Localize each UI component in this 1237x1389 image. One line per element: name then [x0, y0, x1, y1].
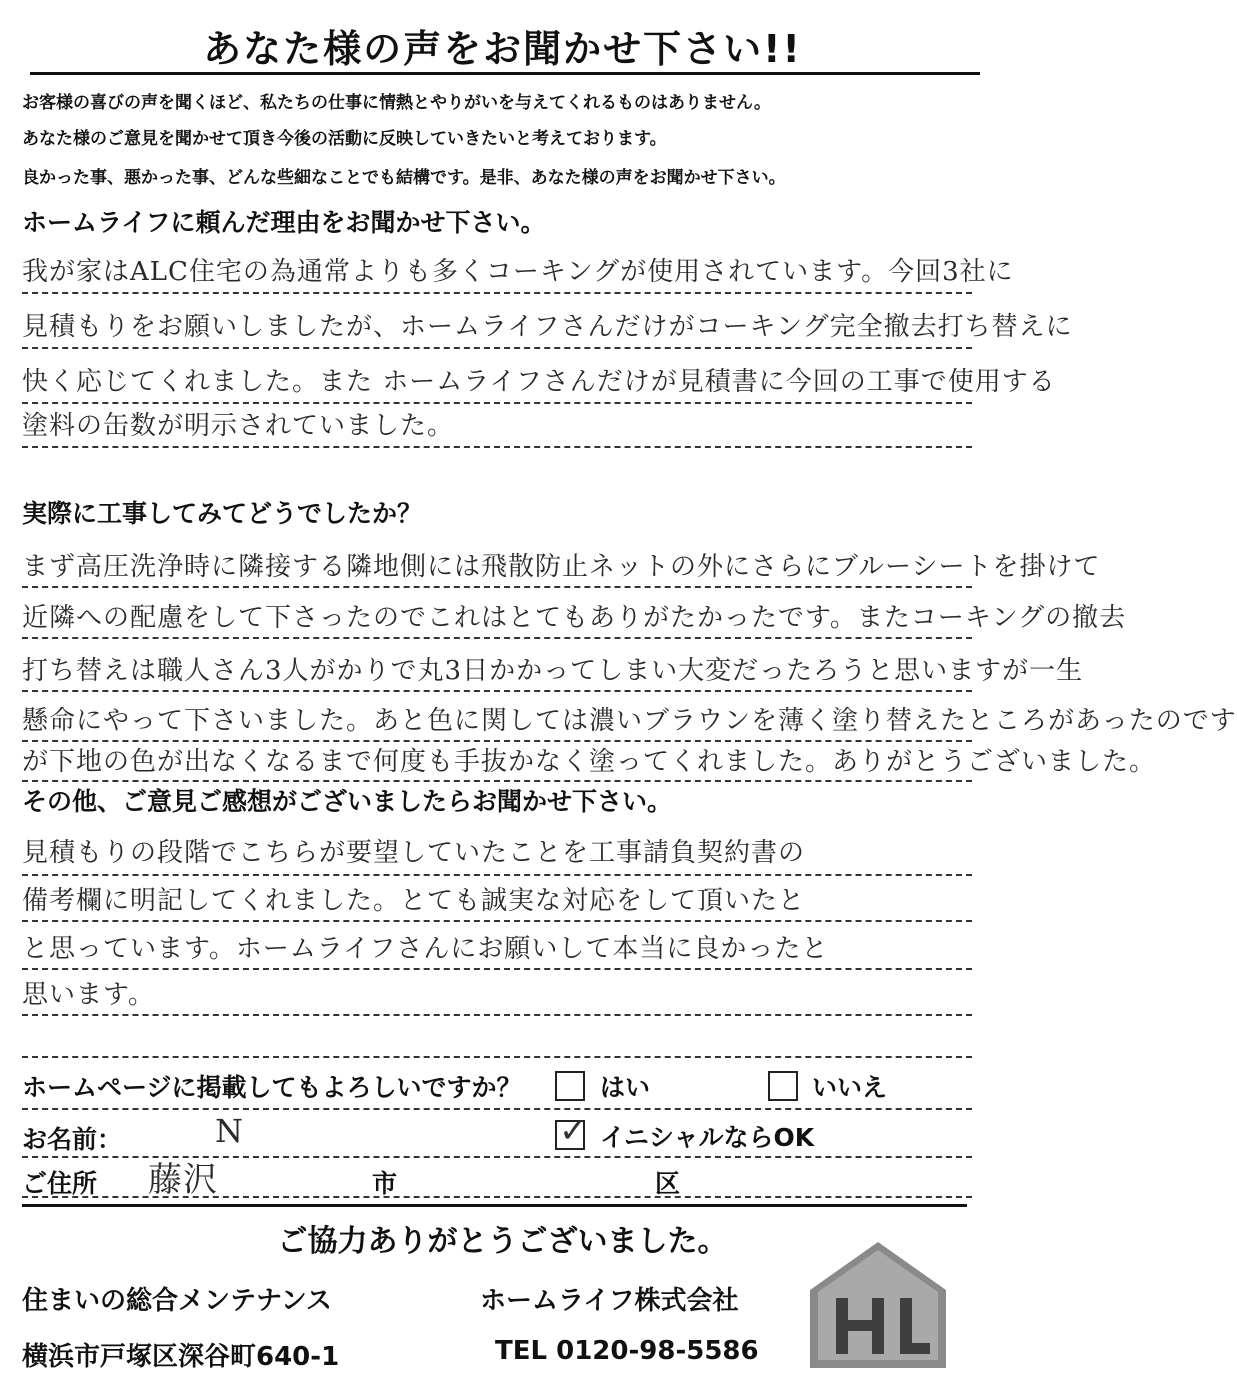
- publish-yes-checkbox[interactable]: [555, 1071, 585, 1101]
- dotted-rule: [22, 690, 972, 692]
- publish-no-label: いいえ: [812, 1073, 888, 1102]
- dotted-rule: [22, 347, 972, 349]
- company-tel: TEL 0120-98-5586: [495, 1336, 759, 1366]
- name-label: お名前：: [22, 1125, 123, 1154]
- company-address: 横浜市戸塚区深谷町640-1: [22, 1342, 340, 1372]
- dotted-rule: [22, 874, 972, 876]
- publish-no-checkbox[interactable]: [768, 1071, 798, 1101]
- dotted-rule: [22, 920, 972, 922]
- thanks-message: ご協力ありがとうございました。: [277, 1224, 728, 1259]
- answer-line: まず高圧洗浄時に隣接する隣地側には飛散防止ネットの外にさらにブルーシートを掛けて: [22, 552, 1101, 582]
- dotted-rule: [22, 1108, 972, 1110]
- name-value[interactable]: N: [215, 1112, 244, 1150]
- answer-line: 打ち替えは職人さん3人がかりで丸3日かかってしまい大変だったろうと思いますが一生: [22, 656, 1084, 686]
- intro-line: 良かった事、悪かった事、どんな些細なことでも結構です。是非、あなた様の声をお聞かせ下さい。: [22, 168, 786, 188]
- dotted-rule: [22, 402, 972, 404]
- section-heading-experience: 実際に工事してみてどうでしたか？: [22, 499, 423, 528]
- answer-line: 我が家はALC住宅の為通常よりも多くコーキングが使用されています。今回3社に: [22, 257, 1014, 287]
- answer-line: と思っています。ホームライフさんにお願いして本当に良かったと: [22, 934, 829, 964]
- address-value[interactable]: 藤沢: [148, 1160, 218, 1200]
- answer-line: 見積もりの段階でこちらが要望していたことを工事請負契約書の: [22, 838, 806, 868]
- company-tagline: 住まいの総合メンテナンス: [22, 1286, 332, 1316]
- company-name: ホームライフ株式会社: [480, 1286, 739, 1316]
- section-heading-comments: その他、ご意見ご感想がございましたらお聞かせ下さい。: [22, 787, 673, 816]
- publish-question: ホームページに掲載してもよろしいですか？: [22, 1073, 522, 1102]
- answer-line: 塗料の缶数が明示されていました。: [22, 411, 455, 441]
- page-title: あなた様の声をお聞かせ下さい!!: [203, 27, 802, 71]
- check-mark-icon: ✓: [559, 1111, 588, 1151]
- intro-line: お客様の喜びの声を聞くほど、私たちの仕事に情熱とやりがいを与えてくれるものはありません。: [22, 93, 772, 113]
- intro-line: あなた様のご意見を聞かせて頂き今後の活動に反映していきたいと考えております。: [22, 129, 667, 149]
- footer-divider: [22, 1204, 967, 1207]
- answer-line: 懸命にやって下さいました。あと色に関しては濃いブラウンを薄く塗り替えたところがあったのです: [22, 706, 1237, 736]
- answer-line: 見積もりをお願いしましたが、ホームライフさんだけがコーキング完全撤去打ち替えに: [22, 312, 1073, 342]
- answer-line: 備考欄に明記してくれました。とても誠実な対応をして頂いたと: [22, 886, 806, 916]
- publish-yes-label: はい: [600, 1073, 651, 1102]
- dotted-rule: [22, 1056, 972, 1058]
- dotted-rule: [22, 968, 972, 970]
- dotted-rule: [22, 446, 972, 448]
- section-heading-reason: ホームライフに頼んだ理由をお聞かせ下さい。: [22, 208, 546, 237]
- answer-line: 快く応じてくれました。また ホームライフさんだけが見積書に今回の工事で使用する: [22, 367, 1056, 397]
- dotted-rule: [22, 586, 972, 588]
- initials-checkbox[interactable]: [555, 1111, 588, 1151]
- address-label: ご住所: [22, 1169, 98, 1198]
- answer-line: が下地の色が出なくなるまで何度も手抜かなく塗ってくれました。ありがとうございました。: [22, 747, 1157, 777]
- answer-line: 思います。: [22, 980, 155, 1010]
- homelife-logo-icon: [808, 1240, 948, 1370]
- dotted-rule: [22, 292, 972, 294]
- city-suffix: 市: [372, 1169, 398, 1198]
- title-divider: [30, 72, 980, 75]
- dotted-rule: [22, 637, 972, 639]
- ward-suffix: 区: [655, 1169, 681, 1198]
- dotted-rule: [22, 1196, 972, 1198]
- answer-line: 近隣への配慮をして下さったのでこれはとてもありがたかったです。またコーキングの撤去: [22, 603, 1127, 633]
- dotted-rule: [22, 1014, 972, 1016]
- initials-label: イニシャルならOK: [600, 1123, 815, 1152]
